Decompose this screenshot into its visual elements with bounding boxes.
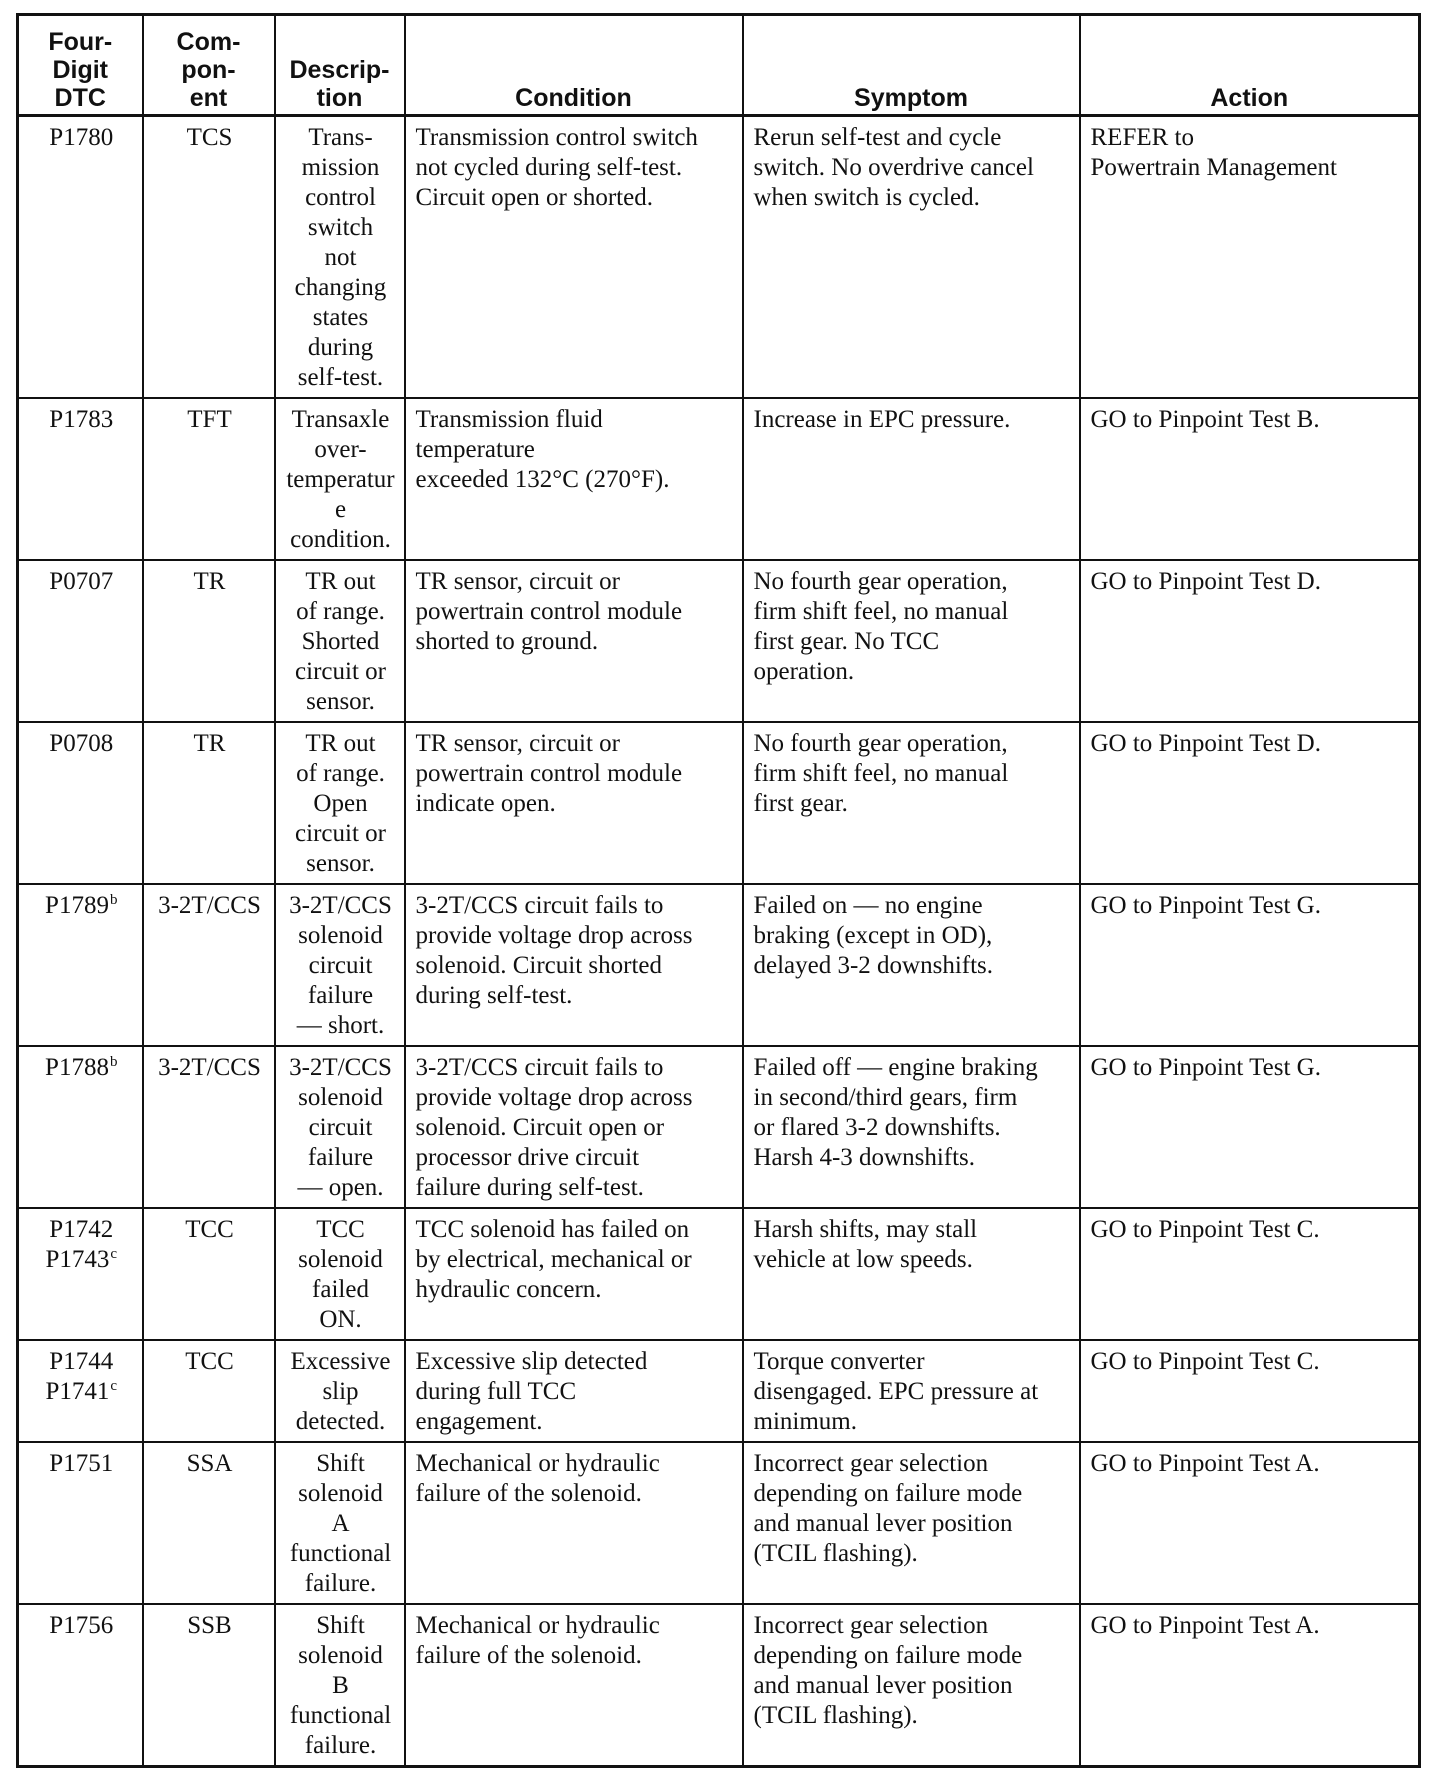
condition-cell-line: hydraulic concern. [415, 1276, 602, 1303]
condition-cell-line: indicate open. [415, 790, 556, 817]
action-cell [1080, 1442, 1420, 1604]
table-row [18, 398, 1420, 560]
header-row [18, 15, 1420, 116]
condition-cell-line: Transmission control switch [415, 124, 698, 151]
dtc-code-line [29, 891, 134, 921]
action-cell-line: GO to Pinpoint Test D. [1090, 568, 1321, 595]
condition-cell-line: Excessive slip detected [415, 1348, 648, 1375]
description-cell-line: sensor. [306, 688, 375, 715]
description-cell-line: changing [294, 274, 387, 301]
symptom-cell-line: firm shift feel, no manual [753, 598, 1009, 625]
table-row [18, 722, 1420, 884]
description-cell-line: circuit [308, 952, 373, 979]
description-cell-line: sensor. [306, 850, 375, 877]
description-cell-line: solenoid [298, 1642, 383, 1669]
symptom-cell [743, 884, 1080, 1046]
dtc-code-cell [18, 1208, 143, 1340]
description-cell-line: solenoid [298, 1084, 383, 1111]
description-cell-line: detected. [295, 1408, 386, 1435]
dtc-code: P1744 [49, 1348, 114, 1375]
symptom-cell-line: braking (except in OD), [753, 922, 993, 949]
condition-cell [405, 884, 743, 1046]
description-cell-line: TCC [316, 1216, 365, 1243]
condition-cell-line: Mechanical or hydraulic [415, 1612, 660, 1639]
dtc-code: P1789 [45, 892, 109, 919]
description-cell-line: B [332, 1672, 349, 1699]
action-cell-line: GO to Pinpoint Test G. [1090, 892, 1321, 919]
dtc-code-line [29, 1377, 134, 1407]
dtc-code-line [29, 1611, 134, 1641]
condition-cell-line: Mechanical or hydraulic [415, 1450, 660, 1477]
symptom-cell-line: No fourth gear operation, [753, 730, 1008, 757]
symptom-cell-line: Torque converter [753, 1348, 925, 1375]
table-row [18, 884, 1420, 1046]
action-cell-line: GO to Pinpoint Test B. [1090, 406, 1320, 433]
description-cell [275, 1046, 405, 1208]
symptom-cell [743, 560, 1080, 722]
component-cell: TCC [143, 1340, 275, 1442]
condition-cell-line: during self-test. [415, 982, 573, 1009]
component-cell: TR [143, 722, 275, 884]
table-row [18, 1208, 1420, 1340]
description-cell-line: — open. [297, 1174, 384, 1201]
dtc-code-line [29, 1347, 134, 1377]
condition-cell [405, 116, 743, 399]
symptom-cell [743, 1046, 1080, 1208]
component-cell: 3-2T/CCS [143, 1046, 275, 1208]
condition-cell-line: TR sensor, circuit or [415, 730, 621, 757]
condition-cell-line: 3-2T/CCS circuit fails to [415, 1054, 664, 1081]
table-row [18, 116, 1420, 399]
symptom-cell-line: first gear. [753, 790, 848, 817]
description-cell-line: failure [307, 982, 374, 1009]
condition-cell-line: solenoid. Circuit open or [415, 1114, 665, 1141]
symptom-cell [743, 116, 1080, 399]
dtc-code-line [29, 567, 134, 597]
description-cell-line: of range. [296, 760, 385, 787]
dtc-code: P1741 [45, 1378, 110, 1405]
dtc-code-cell [18, 1442, 143, 1604]
symptom-cell-line: Failed off — engine braking [753, 1054, 1038, 1081]
description-cell-line: Shift [316, 1450, 365, 1477]
symptom-cell-line: and manual lever position [753, 1510, 1013, 1537]
condition-cell-line: engagement. [415, 1408, 543, 1435]
description-cell [275, 1442, 405, 1604]
footnote-marker: b [109, 1053, 118, 1070]
description-cell-line: of range. [296, 598, 385, 625]
description-cell-line: A [331, 1510, 350, 1537]
dtc-code: P1780 [49, 124, 114, 151]
dtc-code-line [29, 1245, 134, 1275]
condition-cell-line: Circuit open or shorted. [415, 184, 653, 211]
description-cell-line: switch [307, 214, 374, 241]
dtc-code-line [29, 1449, 134, 1479]
description-cell-line: Open [313, 790, 368, 817]
condition-cell-line: provide voltage drop across [415, 922, 693, 949]
condition-cell-line: not cycled during self-test. [415, 154, 683, 181]
symptom-cell-line: firm shift feel, no manual [753, 760, 1009, 787]
dtc-code-line [29, 1053, 134, 1083]
table-row [18, 1604, 1420, 1767]
symptom-cell [743, 1340, 1080, 1442]
header-description: Descrip- tion [275, 15, 405, 116]
action-cell-line: GO to Pinpoint Test C. [1090, 1216, 1320, 1243]
symptom-cell-line: or flared 3-2 downshifts. [753, 1114, 1001, 1141]
description-cell-line: failed [312, 1276, 369, 1303]
symptom-cell-line: when switch is cycled. [753, 184, 980, 211]
symptom-cell-line: Incorrect gear selection [753, 1612, 989, 1639]
footnote-marker: c [110, 1245, 118, 1262]
dtc-code-line [29, 729, 134, 759]
symptom-cell-line: minimum. [753, 1408, 857, 1435]
header-component: Com- pon- ent [143, 15, 275, 116]
symptom-cell-line: No fourth gear operation, [753, 568, 1008, 595]
dtc-code-cell [18, 1604, 143, 1767]
condition-cell [405, 560, 743, 722]
description-cell-line: TR out [305, 568, 376, 595]
description-cell-line: circuit or [295, 658, 386, 685]
symptom-cell-line: and manual lever position [753, 1672, 1013, 1699]
dtc-code-line [29, 123, 134, 153]
description-cell-line: self-test. [297, 364, 384, 391]
dtc-code-cell [18, 1340, 143, 1442]
symptom-cell-line: (TCIL flashing). [753, 1702, 918, 1729]
action-cell-line: REFER to [1090, 124, 1194, 151]
symptom-cell-line: first gear. No TCC [753, 628, 940, 655]
action-cell-line: GO to Pinpoint Test A. [1090, 1450, 1320, 1477]
table-body [18, 116, 1420, 1767]
description-cell-line: Excessive [290, 1348, 391, 1375]
action-cell [1080, 560, 1420, 722]
symptom-cell-line: Harsh 4-3 downshifts. [753, 1144, 976, 1171]
description-cell [275, 560, 405, 722]
dtc-code-line [29, 405, 134, 435]
dtc-code: P0707 [49, 568, 114, 595]
component-cell: TCS [143, 116, 275, 399]
symptom-cell-line: depending on failure mode [753, 1480, 1023, 1507]
action-cell [1080, 1208, 1420, 1340]
footnote-marker: c [110, 1377, 118, 1394]
symptom-cell [743, 722, 1080, 884]
dtc-code: P1743 [45, 1246, 110, 1273]
symptom-cell-line: Harsh shifts, may stall [753, 1216, 978, 1243]
symptom-cell [743, 1442, 1080, 1604]
component-cell: SSA [143, 1442, 275, 1604]
description-cell-line: not [324, 244, 357, 271]
dtc-code: P0708 [49, 730, 114, 757]
condition-cell-line: provide voltage drop across [415, 1084, 693, 1111]
action-cell-line: Powertrain Management [1090, 154, 1337, 181]
description-cell [275, 722, 405, 884]
description-cell-line: Shorted [301, 628, 380, 655]
dtc-code-cell [18, 560, 143, 722]
description-cell-line: Shift [316, 1612, 365, 1639]
footnote-marker: b [109, 891, 118, 908]
component-cell: TCC [143, 1208, 275, 1340]
component-cell: SSB [143, 1604, 275, 1767]
description-cell-line: TR out [305, 730, 376, 757]
dtc-code-cell [18, 1046, 143, 1208]
condition-cell-line: failure of the solenoid. [415, 1480, 642, 1507]
description-cell-line: — short. [296, 1012, 385, 1039]
condition-cell-line: shorted to ground. [415, 628, 599, 655]
dtc-table-container [16, 13, 1418, 1768]
dtc-code-cell [18, 398, 143, 560]
description-cell-line: Transaxle [291, 406, 390, 433]
condition-cell [405, 1208, 743, 1340]
header-symptom: Symptom [743, 15, 1080, 116]
condition-cell-line: processor drive circuit [415, 1144, 640, 1171]
symptom-cell-line: Incorrect gear selection [753, 1450, 989, 1477]
condition-cell-line: TCC solenoid has failed on [415, 1216, 690, 1243]
header-condition: Condition [405, 15, 743, 116]
action-cell-line: GO to Pinpoint Test G. [1090, 1054, 1321, 1081]
symptom-cell-line: disengaged. EPC pressure at [753, 1378, 1039, 1405]
symptom-cell-line: Failed on — no engine [753, 892, 983, 919]
dtc-code: P1756 [49, 1612, 114, 1639]
condition-cell [405, 398, 743, 560]
description-cell-line: 3-2T/CCS [289, 1054, 392, 1081]
description-cell [275, 1340, 405, 1442]
action-cell-line: GO to Pinpoint Test D. [1090, 730, 1321, 757]
dtc-code: P1788 [45, 1054, 109, 1081]
symptom-cell-line: vehicle at low speeds. [753, 1246, 973, 1273]
symptom-cell-line: Rerun self-test and cycle [753, 124, 1002, 151]
condition-cell-line: powertrain control module [415, 760, 683, 787]
description-cell [275, 116, 405, 399]
condition-cell [405, 1046, 743, 1208]
action-cell-line: GO to Pinpoint Test A. [1090, 1612, 1320, 1639]
symptom-cell-line: depending on failure mode [753, 1642, 1023, 1669]
action-cell [1080, 884, 1420, 1046]
table-row [18, 1442, 1420, 1604]
dtc-code-cell [18, 116, 143, 399]
condition-cell-line: 3-2T/CCS circuit fails to [415, 892, 664, 919]
symptom-cell-line: switch. No overdrive cancel [753, 154, 1034, 181]
description-cell-line: slip [322, 1378, 359, 1405]
condition-cell [405, 1340, 743, 1442]
dtc-code: P1783 [49, 406, 114, 433]
condition-cell-line: failure during self-test. [415, 1174, 644, 1201]
symptom-cell-line: in second/third gears, firm [753, 1084, 1018, 1111]
description-cell [275, 398, 405, 560]
header-dtc: Four- Digit DTC [18, 15, 143, 116]
description-cell-line: ON. [319, 1306, 362, 1333]
table-row [18, 560, 1420, 722]
condition-cell-line: by electrical, mechanical or [415, 1246, 692, 1273]
condition-cell-line: solenoid. Circuit shorted [415, 952, 662, 979]
description-cell [275, 1208, 405, 1340]
condition-cell-line: powertrain control module [415, 598, 683, 625]
description-cell-line: failure [307, 1144, 374, 1171]
table-row [18, 1340, 1420, 1442]
symptom-cell-line: (TCIL flashing). [753, 1540, 918, 1567]
description-cell-line: Trans- [308, 124, 373, 151]
component-cell: 3-2T/CCS [143, 884, 275, 1046]
description-cell-line: states [312, 304, 369, 331]
description-cell [275, 884, 405, 1046]
action-cell [1080, 1604, 1420, 1767]
condition-cell-line: TR sensor, circuit or [415, 568, 621, 595]
description-cell-line: functional [289, 1702, 392, 1729]
description-cell-line: over- [314, 436, 367, 463]
condition-cell-line: exceeded 132°C (270°F). [415, 466, 670, 493]
symptom-cell [743, 398, 1080, 560]
description-cell-line: circuit [308, 1114, 373, 1141]
dtc-table [16, 13, 1421, 1768]
component-cell: TR [143, 560, 275, 722]
condition-cell-line: temperature [415, 436, 535, 463]
symptom-cell [743, 1208, 1080, 1340]
condition-cell-line: failure of the solenoid. [415, 1642, 642, 1669]
description-cell-line: condition. [290, 526, 391, 553]
description-cell-line: failure. [304, 1732, 377, 1759]
description-cell-line: during [307, 334, 374, 361]
symptom-cell-line: operation. [753, 658, 855, 685]
action-cell [1080, 116, 1420, 399]
dtc-code: P1742 [49, 1216, 114, 1243]
description-cell-line: solenoid [298, 1480, 383, 1507]
table-row [18, 1046, 1420, 1208]
dtc-code-cell [18, 884, 143, 1046]
symptom-cell-line: delayed 3-2 downshifts. [753, 952, 994, 979]
description-cell-line: solenoid [298, 922, 383, 949]
condition-cell-line: during full TCC [415, 1378, 577, 1405]
description-cell-line: temperature [286, 466, 395, 523]
header-action: Action [1080, 15, 1420, 116]
symptom-cell [743, 1604, 1080, 1767]
description-cell [275, 1604, 405, 1767]
description-cell-line: 3-2T/CCS [289, 892, 392, 919]
dtc-code-line [29, 1215, 134, 1245]
action-cell [1080, 722, 1420, 884]
component-cell: TFT [143, 398, 275, 560]
dtc-code: P1751 [49, 1450, 114, 1477]
description-cell-line: mission [301, 154, 380, 181]
action-cell [1080, 398, 1420, 560]
condition-cell [405, 1604, 743, 1767]
condition-cell [405, 1442, 743, 1604]
description-cell-line: control [305, 184, 376, 211]
description-cell-line: circuit or [295, 820, 386, 847]
description-cell-line: failure. [304, 1570, 377, 1597]
condition-cell-line: Transmission fluid [415, 406, 603, 433]
description-cell-line: functional [289, 1540, 392, 1567]
dtc-code-cell [18, 722, 143, 884]
action-cell [1080, 1340, 1420, 1442]
action-cell-line: GO to Pinpoint Test C. [1090, 1348, 1320, 1375]
action-cell [1080, 1046, 1420, 1208]
symptom-cell-line: Increase in EPC pressure. [753, 406, 1011, 433]
description-cell-line: solenoid [298, 1246, 383, 1273]
condition-cell [405, 722, 743, 884]
